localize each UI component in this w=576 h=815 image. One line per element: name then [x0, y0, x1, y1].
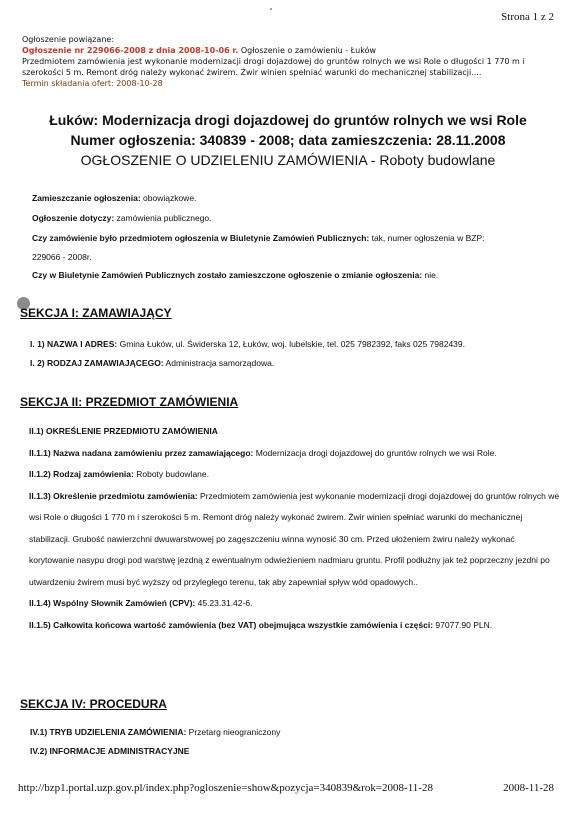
- info-row: Czy zamówienie było przedmiotem ogłoszenia w Biuletynie Zamówień Publicznych: tak, numer ogłoszenia w BZP:: [32, 233, 485, 243]
- section1-item: I. 2) RODZAJ ZAMAWIAJĄCEGO: Administracja samorządowa.: [30, 358, 275, 368]
- section-heading-2: SEKCJA II: PRZEDMIOT ZAMÓWIENIA: [20, 395, 239, 409]
- title-number-line: Numer ogłoszenia: 340839 - 2008; data zamieszczenia: 28.11.2008: [70, 132, 506, 148]
- related-deadline: Termin składania ofert: 2008-10-28: [22, 79, 163, 88]
- order-type: II.1.2) Rodzaj zamówienia: Roboty budowlane.: [29, 469, 209, 479]
- related-notice-link[interactable]: Ogłoszenie nr 229066-2008 z dnia 2008-10-06 r.: [22, 46, 239, 55]
- title-line: Łuków: Modernizacja drogi dojazdowej do gruntów rolnych we wsi Role: [49, 112, 527, 128]
- footer-url: http://bzp1.portal.uzp.gov.pl/index.php?ogloszenie=show&pozycja=340839&rok=2008-11-28: [18, 782, 433, 794]
- related-notice: [22, 34, 562, 89]
- info-row: Ogłoszenie dotyczy: zamówienia publicznego.: [32, 213, 212, 223]
- procedure-admin: IV.2) INFORMACJE ADMINISTRACYJNE: [30, 746, 190, 756]
- order-cpv: II.1.4) Wspólny Słownik Zamówień (CPV): 45.23.31.42-6.: [29, 598, 253, 608]
- related-description-line: szerokości 5 m. Remont dróg należy wykonać żwirem. Żwir winien spełniać warunki do mechanicznej stabilizacji....: [22, 68, 482, 77]
- procedure-mode: IV.1) TRYB UDZIELENIA ZAMÓWIENIA: Przetarg nieograniczony: [30, 727, 281, 737]
- related-link-suffix: Ogłoszenie o zamówieniu - Łuków: [238, 46, 377, 55]
- footer-date: 2008-11-28: [503, 782, 554, 794]
- order-value: II.1.5) Całkowita końcowa wartość zamówienia (bez VAT) obejmująca wszystkie zamówienia i części: 97077.90 PLN.: [29, 619, 493, 630]
- related-description-line: Przedmiotem zamówienia jest wykonanie modernizacji drogi dojazdowej do gruntów rolnych we wsi Role o długości 1 770 m i: [22, 57, 525, 66]
- section-heading-4: SEKCJA IV: PROCEDURA: [20, 697, 167, 711]
- info-row: 229066 - 2008r.: [32, 252, 92, 262]
- subsection-heading: II.1) OKREŚLENIE PRZEDMIOTU ZAMÓWIENIA: [29, 426, 218, 436]
- title-type-line: OGŁOSZENIE O UDZIELENIU ZAMÓWIENIA - Roboty budowlane: [80, 152, 496, 168]
- section-heading-1: SEKCJA I: ZAMAWIAJĄCY: [20, 306, 172, 320]
- related-link-line: [22, 45, 562, 56]
- document-title: [0, 110, 576, 170]
- order-name: II.1.1) Nazwa nadana zamówieniu przez zamawiającego: Modernizacja drogi dojazdowej do gruntów rolnych we wsi Role.: [29, 447, 497, 458]
- info-row: Czy w Biuletynie Zamówień Publicznych zostało zamieszczone ogłoszenie o zmianie ogłoszenia: nie.: [32, 270, 439, 280]
- page-number: Strona 1 z 2: [501, 11, 554, 23]
- related-label: Ogłoszenie powiązane:: [22, 35, 115, 44]
- section1-item: I. 1) NAZWA I ADRES: Gmina Łuków, ul. Świderska 12, Łuków, woj. lubelskie, tel. 025 7982392, faks 025 7982439.: [30, 339, 465, 349]
- section2-body: [29, 421, 561, 636]
- order-description: II.1.3) Określenie przedmiotu zamówienia: Przedmiotem zamówienia jest wykonanie modernizacji drogi dojazdowej do gruntów rolnych we wsi Role o długości 1 770 m i szerokości 5 m. Remont dróg należy wykonać żwirem. Żwir winien spełniać warunki do mechanicznej stabilizacji. Grubość nawierzchni dwuwarstwowej po zagęszczeniu winna wynosić 30 cm. Przed ułożeniem żwiru należy wykonać korytowanie nasypu drogi pod warstwę jezdną z ewentualnym odwieżieniem nadmiaru gruntu. Profil podłużny jak też poprzeczny jezdni po utwardzeniu żwirem musi być wyższy od przyległego terenu, tak aby zapewniał spływ wód opadowych..: [29, 490, 560, 587]
- info-row: Zamieszczanie ogłoszenia: obowiązkowe.: [32, 193, 197, 203]
- scan-speck: [270, 8, 272, 10]
